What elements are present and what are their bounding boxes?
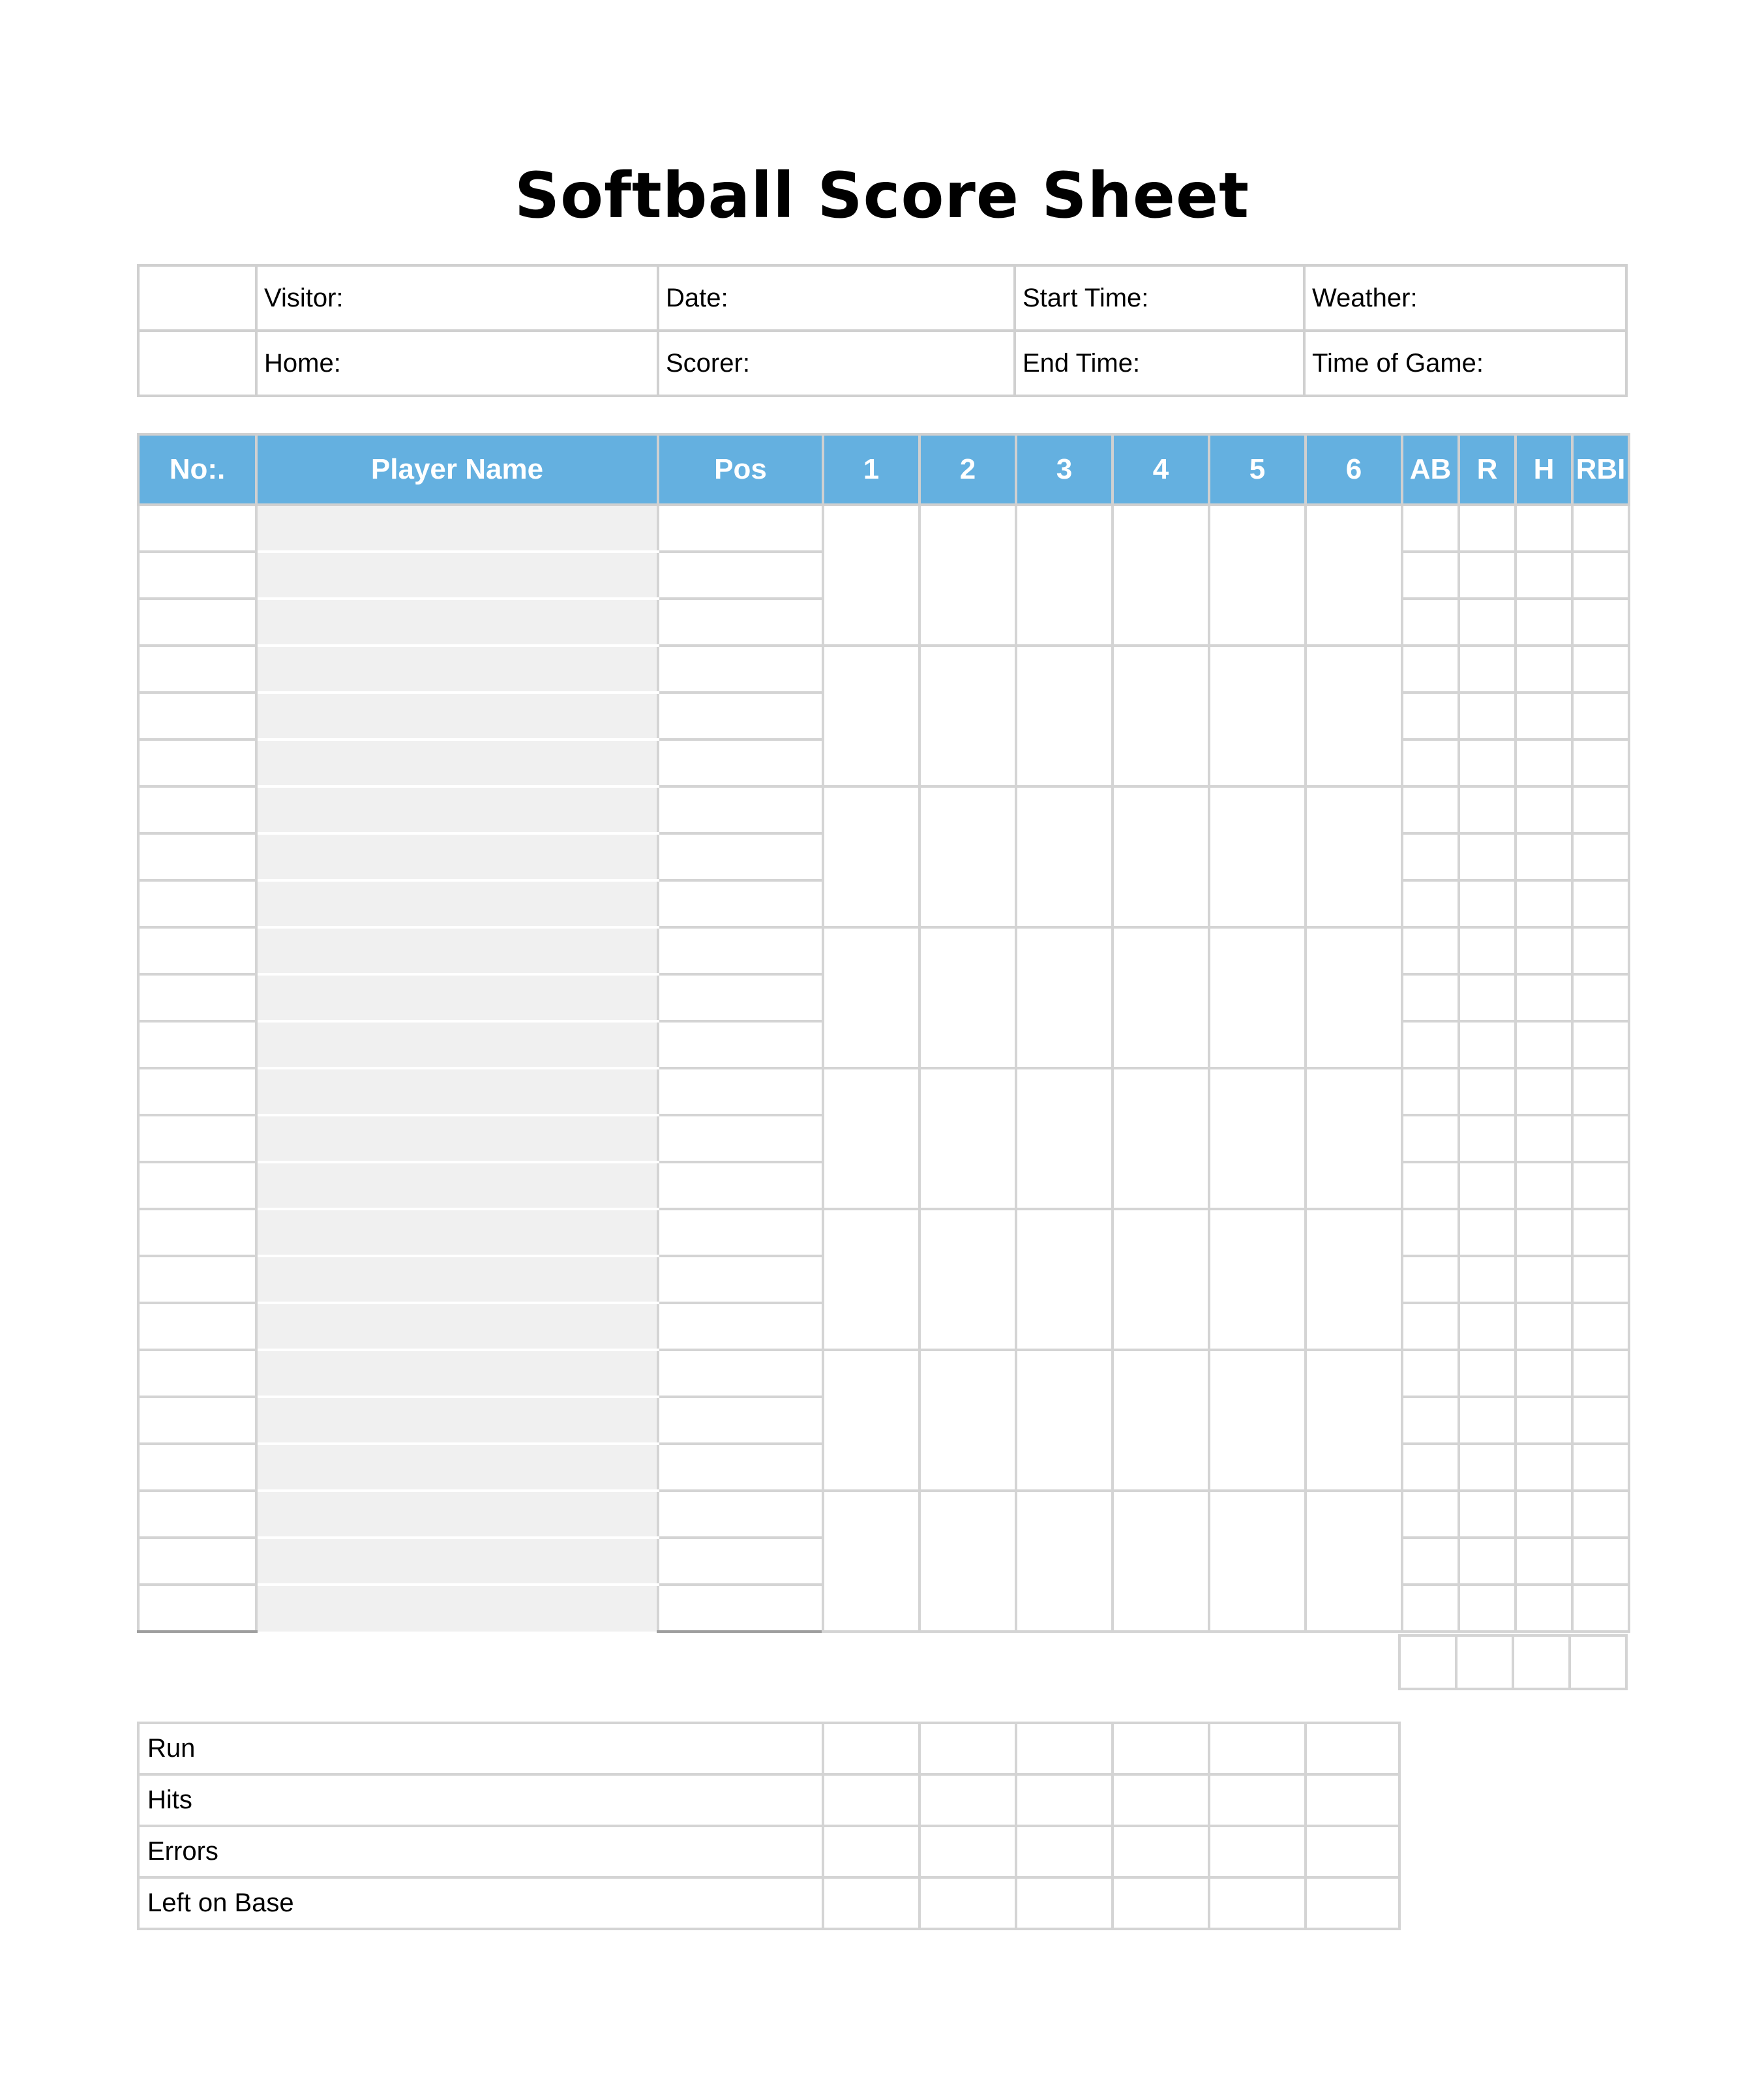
position-cell[interactable] (658, 505, 823, 552)
inning-6-cell[interactable] (1306, 1491, 1402, 1632)
rbi-cell[interactable] (1572, 505, 1629, 552)
inning-3-cell[interactable] (1016, 1491, 1113, 1632)
inning-3-cell[interactable] (1016, 786, 1113, 927)
rbi-cell[interactable] (1572, 646, 1629, 693)
position-cell[interactable] (658, 739, 823, 786)
h-cell[interactable] (1516, 646, 1572, 693)
h-cell[interactable] (1516, 1397, 1572, 1444)
player-name-cell[interactable] (256, 1397, 658, 1444)
player-number-cell[interactable] (138, 1491, 256, 1538)
position-cell[interactable] (658, 599, 823, 646)
inning-5-cell[interactable] (1209, 1491, 1306, 1632)
inning-2-cell[interactable] (919, 646, 1016, 786)
h-cell[interactable] (1516, 552, 1572, 599)
summary-inning-2-cell[interactable] (919, 1826, 1016, 1877)
page-title: Softball Score Sheet (515, 159, 1249, 232)
player-name-cell[interactable] (256, 833, 658, 880)
info-row-visitor (138, 265, 1626, 331)
ab-cell[interactable] (1402, 927, 1459, 974)
summary-table-body (138, 1723, 1399, 1929)
r-cell[interactable] (1459, 1021, 1516, 1068)
h-cell[interactable] (1516, 1162, 1572, 1209)
player-name-cell[interactable] (256, 880, 658, 927)
header-h: H (1516, 434, 1572, 505)
rbi-cell[interactable] (1572, 693, 1629, 739)
rbi-cell[interactable] (1572, 786, 1629, 833)
h-cell[interactable] (1516, 974, 1572, 1021)
player-name-cell[interactable] (256, 1209, 658, 1256)
header-inning-6: 6 (1306, 434, 1402, 505)
position-cell[interactable] (658, 1115, 823, 1162)
weather-field[interactable]: Weather: (1304, 265, 1626, 331)
position-cell[interactable] (658, 1021, 823, 1068)
rbi-cell[interactable] (1572, 1491, 1629, 1538)
home-field[interactable]: Home: (256, 331, 658, 396)
rbi-cell[interactable] (1572, 1256, 1629, 1303)
inning-2-cell[interactable] (919, 927, 1016, 1068)
summary-inning-4-cell[interactable] (1113, 1774, 1209, 1826)
r-cell[interactable] (1459, 1350, 1516, 1397)
position-cell[interactable] (658, 552, 823, 599)
h-cell[interactable] (1516, 1585, 1572, 1632)
player-number-cell[interactable] (138, 1303, 256, 1350)
position-cell[interactable] (658, 1491, 823, 1538)
header-inning-4: 4 (1113, 434, 1209, 505)
inning-2-cell[interactable] (919, 786, 1016, 927)
inning-5-cell[interactable] (1209, 1350, 1306, 1491)
ab-cell[interactable] (1402, 693, 1459, 739)
rbi-cell[interactable] (1572, 833, 1629, 880)
player-name-cell[interactable] (256, 1303, 658, 1350)
player-row (138, 1350, 1629, 1397)
inning-5-cell[interactable] (1209, 1068, 1306, 1209)
h-cell[interactable] (1516, 1444, 1572, 1491)
summary-table (137, 1722, 1401, 1930)
player-number-cell[interactable] (138, 1585, 256, 1632)
inning-6-cell[interactable] (1306, 646, 1402, 786)
inning-3-cell[interactable] (1016, 1350, 1113, 1491)
ab-cell[interactable] (1402, 646, 1459, 693)
player-number-cell[interactable] (138, 927, 256, 974)
header-pos: Pos (658, 434, 823, 505)
position-cell[interactable] (658, 833, 823, 880)
h-cell[interactable] (1516, 1209, 1572, 1256)
summary-row (138, 1877, 1399, 1929)
info-blank-cell[interactable] (138, 331, 256, 396)
h-cell[interactable] (1516, 739, 1572, 786)
player-number-cell[interactable] (138, 1115, 256, 1162)
info-blank-cell[interactable] (138, 265, 256, 331)
player-number-cell[interactable] (138, 1162, 256, 1209)
summary-inning-1-cell[interactable] (823, 1774, 919, 1826)
ab-cell[interactable] (1402, 1021, 1459, 1068)
r-cell[interactable] (1459, 1115, 1516, 1162)
ab-cell[interactable] (1402, 880, 1459, 927)
inning-1-cell[interactable] (823, 1350, 919, 1491)
r-cell[interactable] (1459, 1444, 1516, 1491)
inning-4-cell[interactable] (1113, 786, 1209, 927)
player-number-cell[interactable] (138, 693, 256, 739)
rbi-cell[interactable] (1572, 1538, 1629, 1585)
rbi-cell[interactable] (1572, 1209, 1629, 1256)
h-cell[interactable] (1516, 505, 1572, 552)
inning-4-cell[interactable] (1113, 1068, 1209, 1209)
ab-cell[interactable] (1402, 1162, 1459, 1209)
summary-row (138, 1723, 1399, 1774)
player-row (138, 786, 1629, 833)
total-r-cell[interactable] (1456, 1635, 1513, 1689)
position-cell[interactable] (658, 1538, 823, 1585)
player-name-cell[interactable] (256, 693, 658, 739)
ab-cell[interactable] (1402, 1303, 1459, 1350)
player-number-cell[interactable] (138, 833, 256, 880)
r-cell[interactable] (1459, 1538, 1516, 1585)
player-number-cell[interactable] (138, 646, 256, 693)
ab-cell[interactable] (1402, 739, 1459, 786)
r-cell[interactable] (1459, 1585, 1516, 1632)
end-time-field[interactable]: End Time: (1015, 331, 1304, 396)
player-number-cell[interactable] (138, 739, 256, 786)
header-no: No:. (138, 434, 256, 505)
date-field[interactable]: Date: (658, 265, 1015, 331)
summary-inning-6-cell[interactable] (1306, 1774, 1399, 1826)
ab-cell[interactable] (1402, 552, 1459, 599)
inning-4-cell[interactable] (1113, 1491, 1209, 1632)
position-cell[interactable] (658, 1585, 823, 1632)
summary-row-label: Hits (138, 1774, 823, 1826)
h-cell[interactable] (1516, 1021, 1572, 1068)
ab-cell[interactable] (1402, 1538, 1459, 1585)
summary-inning-4-cell[interactable] (1113, 1877, 1209, 1929)
position-cell[interactable] (658, 1350, 823, 1397)
r-cell[interactable] (1459, 1162, 1516, 1209)
summary-inning-3-cell[interactable] (1016, 1826, 1113, 1877)
summary-inning-3-cell[interactable] (1016, 1774, 1113, 1826)
summary-inning-5-cell[interactable] (1209, 1723, 1306, 1774)
rbi-cell[interactable] (1572, 1585, 1629, 1632)
r-cell[interactable] (1459, 1209, 1516, 1256)
h-cell[interactable] (1516, 833, 1572, 880)
header-inning-3: 3 (1016, 434, 1113, 505)
position-cell[interactable] (658, 880, 823, 927)
player-number-cell[interactable] (138, 599, 256, 646)
inning-5-cell[interactable] (1209, 646, 1306, 786)
r-cell[interactable] (1459, 739, 1516, 786)
summary-inning-3-cell[interactable] (1016, 1723, 1113, 1774)
start-time-field[interactable]: Start Time: (1015, 265, 1304, 331)
h-cell[interactable] (1516, 1538, 1572, 1585)
player-name-cell[interactable] (256, 646, 658, 693)
inning-2-cell[interactable] (919, 1491, 1016, 1632)
player-number-cell[interactable] (138, 880, 256, 927)
inning-6-cell[interactable] (1306, 1068, 1402, 1209)
rbi-cell[interactable] (1572, 1021, 1629, 1068)
player-number-cell[interactable] (138, 505, 256, 552)
inning-3-cell[interactable] (1016, 927, 1113, 1068)
r-cell[interactable] (1459, 1256, 1516, 1303)
ab-cell[interactable] (1402, 1256, 1459, 1303)
inning-2-cell[interactable] (919, 1209, 1016, 1350)
player-number-cell[interactable] (138, 1350, 256, 1397)
player-number-cell[interactable] (138, 1444, 256, 1491)
header-ab: AB (1402, 434, 1459, 505)
inning-5-cell[interactable] (1209, 786, 1306, 927)
inning-3-cell[interactable] (1016, 1068, 1113, 1209)
rbi-cell[interactable] (1572, 1115, 1629, 1162)
rbi-cell[interactable] (1572, 880, 1629, 927)
player-row (138, 505, 1629, 552)
ab-cell[interactable] (1402, 505, 1459, 552)
summary-row (138, 1774, 1399, 1826)
summary-inning-6-cell[interactable] (1306, 1877, 1399, 1929)
inning-3-cell[interactable] (1016, 646, 1113, 786)
inning-4-cell[interactable] (1113, 646, 1209, 786)
h-cell[interactable] (1516, 1303, 1572, 1350)
h-cell[interactable] (1516, 1491, 1572, 1538)
inning-4-cell[interactable] (1113, 505, 1209, 646)
r-cell[interactable] (1459, 599, 1516, 646)
player-name-cell[interactable] (256, 1444, 658, 1491)
position-cell[interactable] (658, 1256, 823, 1303)
player-name-cell[interactable] (256, 1256, 658, 1303)
ab-cell[interactable] (1402, 833, 1459, 880)
position-cell[interactable] (658, 974, 823, 1021)
player-number-cell[interactable] (138, 552, 256, 599)
summary-inning-1-cell[interactable] (823, 1826, 919, 1877)
inning-5-cell[interactable] (1209, 1209, 1306, 1350)
player-number-cell[interactable] (138, 1021, 256, 1068)
inning-1-cell[interactable] (823, 1068, 919, 1209)
scorer-field[interactable]: Scorer: (658, 331, 1015, 396)
player-number-cell[interactable] (138, 1209, 256, 1256)
header-rbi: RBI (1572, 434, 1629, 505)
r-cell[interactable] (1459, 927, 1516, 974)
inning-1-cell[interactable] (823, 505, 919, 646)
position-cell[interactable] (658, 1397, 823, 1444)
summary-inning-5-cell[interactable] (1209, 1826, 1306, 1877)
r-cell[interactable] (1459, 693, 1516, 739)
header-inning-2: 2 (919, 434, 1016, 505)
position-cell[interactable] (658, 693, 823, 739)
position-cell[interactable] (658, 1068, 823, 1115)
player-number-cell[interactable] (138, 1068, 256, 1115)
rbi-cell[interactable] (1572, 974, 1629, 1021)
rbi-cell[interactable] (1572, 599, 1629, 646)
summary-row-label: Left on Base (138, 1877, 823, 1929)
rbi-cell[interactable] (1572, 1350, 1629, 1397)
player-name-cell[interactable] (256, 552, 658, 599)
ab-cell[interactable] (1402, 599, 1459, 646)
player-number-cell[interactable] (138, 1538, 256, 1585)
score-table (137, 433, 1630, 1633)
visitor-field[interactable]: Visitor: (256, 265, 658, 331)
r-cell[interactable] (1459, 786, 1516, 833)
inning-6-cell[interactable] (1306, 505, 1402, 646)
summary-inning-4-cell[interactable] (1113, 1723, 1209, 1774)
inning-5-cell[interactable] (1209, 505, 1306, 646)
player-name-cell[interactable] (256, 1021, 658, 1068)
game-info-table (137, 264, 1628, 397)
player-name-cell[interactable] (256, 599, 658, 646)
position-cell[interactable] (658, 1209, 823, 1256)
inning-4-cell[interactable] (1113, 1209, 1209, 1350)
summary-row (138, 1826, 1399, 1877)
inning-1-cell[interactable] (823, 1209, 919, 1350)
summary-inning-5-cell[interactable] (1209, 1774, 1306, 1826)
player-name-cell[interactable] (256, 505, 658, 552)
summary-inning-6-cell[interactable] (1306, 1723, 1399, 1774)
inning-2-cell[interactable] (919, 1068, 1016, 1209)
inning-6-cell[interactable] (1306, 1209, 1402, 1350)
rbi-cell[interactable] (1572, 1162, 1629, 1209)
ab-cell[interactable] (1402, 1115, 1459, 1162)
player-number-cell[interactable] (138, 786, 256, 833)
player-number-cell[interactable] (138, 974, 256, 1021)
stat-totals-row (1399, 1635, 1626, 1689)
ab-cell[interactable] (1402, 786, 1459, 833)
summary-inning-4-cell[interactable] (1113, 1826, 1209, 1877)
player-name-cell[interactable] (256, 927, 658, 974)
header-inning-5: 5 (1209, 434, 1306, 505)
score-table-body (138, 505, 1629, 1632)
r-cell[interactable] (1459, 505, 1516, 552)
h-cell[interactable] (1516, 599, 1572, 646)
total-rbi-cell[interactable] (1570, 1635, 1626, 1689)
inning-6-cell[interactable] (1306, 786, 1402, 927)
position-cell[interactable] (658, 1444, 823, 1491)
rbi-cell[interactable] (1572, 1303, 1629, 1350)
ab-cell[interactable] (1402, 1350, 1459, 1397)
player-name-cell[interactable] (256, 974, 658, 1021)
r-cell[interactable] (1459, 974, 1516, 1021)
player-name-cell[interactable] (256, 1115, 658, 1162)
inning-4-cell[interactable] (1113, 1350, 1209, 1491)
player-row (138, 1209, 1629, 1256)
ab-cell[interactable] (1402, 1209, 1459, 1256)
ab-cell[interactable] (1402, 1444, 1459, 1491)
player-name-cell[interactable] (256, 786, 658, 833)
r-cell[interactable] (1459, 646, 1516, 693)
player-row (138, 927, 1629, 974)
h-cell[interactable] (1516, 927, 1572, 974)
r-cell[interactable] (1459, 880, 1516, 927)
rbi-cell[interactable] (1572, 552, 1629, 599)
h-cell[interactable] (1516, 1115, 1572, 1162)
summary-inning-1-cell[interactable] (823, 1877, 919, 1929)
player-name-cell[interactable] (256, 1350, 658, 1397)
position-cell[interactable] (658, 786, 823, 833)
rbi-cell[interactable] (1572, 1444, 1629, 1491)
ab-cell[interactable] (1402, 1397, 1459, 1444)
time-of-game-field[interactable]: Time of Game: (1304, 331, 1626, 396)
position-cell[interactable] (658, 646, 823, 693)
ab-cell[interactable] (1402, 974, 1459, 1021)
player-name-cell[interactable] (256, 1585, 658, 1632)
player-name-cell[interactable] (256, 1068, 658, 1115)
summary-inning-6-cell[interactable] (1306, 1826, 1399, 1877)
summary-row-label: Errors (138, 1826, 823, 1877)
stat-totals-table (1398, 1634, 1628, 1690)
h-cell[interactable] (1516, 880, 1572, 927)
player-name-cell[interactable] (256, 1538, 658, 1585)
rbi-cell[interactable] (1572, 927, 1629, 974)
ab-cell[interactable] (1402, 1068, 1459, 1115)
position-cell[interactable] (658, 1162, 823, 1209)
total-ab-cell[interactable] (1399, 1635, 1456, 1689)
header-r: R (1459, 434, 1516, 505)
inning-2-cell[interactable] (919, 505, 1016, 646)
header-inning-1: 1 (823, 434, 919, 505)
inning-4-cell[interactable] (1113, 927, 1209, 1068)
h-cell[interactable] (1516, 1068, 1572, 1115)
inning-2-cell[interactable] (919, 1350, 1016, 1491)
score-table-header (138, 434, 1629, 505)
h-cell[interactable] (1516, 1256, 1572, 1303)
inning-3-cell[interactable] (1016, 1209, 1113, 1350)
rbi-cell[interactable] (1572, 739, 1629, 786)
h-cell[interactable] (1516, 786, 1572, 833)
summary-row-label: Run (138, 1723, 823, 1774)
summary-inning-3-cell[interactable] (1016, 1877, 1113, 1929)
summary-inning-2-cell[interactable] (919, 1723, 1016, 1774)
summary-inning-1-cell[interactable] (823, 1723, 919, 1774)
ab-cell[interactable] (1402, 1491, 1459, 1538)
player-number-cell[interactable] (138, 1397, 256, 1444)
header-player-name: Player Name (256, 434, 658, 505)
inning-3-cell[interactable] (1016, 505, 1113, 646)
inning-1-cell[interactable] (823, 786, 919, 927)
summary-inning-2-cell[interactable] (919, 1774, 1016, 1826)
r-cell[interactable] (1459, 1303, 1516, 1350)
r-cell[interactable] (1459, 1068, 1516, 1115)
r-cell[interactable] (1459, 1491, 1516, 1538)
inning-1-cell[interactable] (823, 1491, 919, 1632)
player-number-cell[interactable] (138, 1256, 256, 1303)
h-cell[interactable] (1516, 693, 1572, 739)
ab-cell[interactable] (1402, 1585, 1459, 1632)
player-row (138, 1068, 1629, 1115)
inning-1-cell[interactable] (823, 646, 919, 786)
total-h-cell[interactable] (1513, 1635, 1570, 1689)
inning-6-cell[interactable] (1306, 927, 1402, 1068)
inning-1-cell[interactable] (823, 927, 919, 1068)
h-cell[interactable] (1516, 1350, 1572, 1397)
position-cell[interactable] (658, 1303, 823, 1350)
info-row-home (138, 331, 1626, 396)
player-name-cell[interactable] (256, 1162, 658, 1209)
summary-inning-2-cell[interactable] (919, 1877, 1016, 1929)
r-cell[interactable] (1459, 552, 1516, 599)
r-cell[interactable] (1459, 833, 1516, 880)
inning-6-cell[interactable] (1306, 1350, 1402, 1491)
player-name-cell[interactable] (256, 1491, 658, 1538)
player-name-cell[interactable] (256, 739, 658, 786)
position-cell[interactable] (658, 927, 823, 974)
r-cell[interactable] (1459, 1397, 1516, 1444)
rbi-cell[interactable] (1572, 1397, 1629, 1444)
player-row (138, 1491, 1629, 1538)
player-row (138, 646, 1629, 693)
inning-5-cell[interactable] (1209, 927, 1306, 1068)
rbi-cell[interactable] (1572, 1068, 1629, 1115)
summary-inning-5-cell[interactable] (1209, 1877, 1306, 1929)
